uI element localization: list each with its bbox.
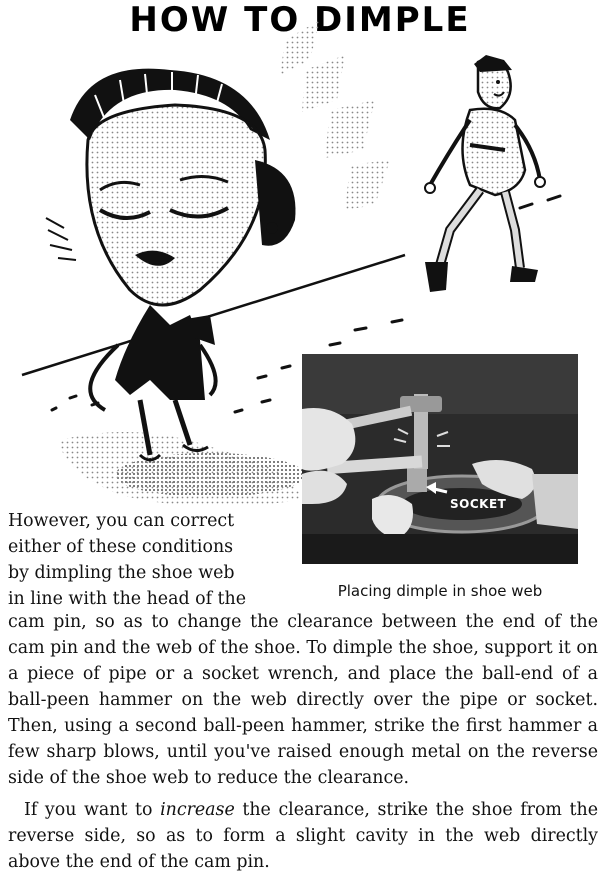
- body-paragraphs: [8, 609, 598, 875]
- walking-man-figure: [425, 55, 545, 292]
- paragraph-1-continued: cam pin, so as to change the clearance between the end of the cam pin and the web of the shoe. To dimple the shoe, support it on a piece of pipe or a socket wrench, and place the ball-end of a ball-peen hammer on the web directly over the pipe or socket. Then, using a second ball-peen hammer, strike the first hammer a few sharp blows, until you've raised enough metal on the reverse side of the shoe web to reduce the clearance.: [8, 612, 598, 788]
- paragraph-2: [8, 797, 598, 875]
- woman-figure: [46, 69, 296, 460]
- paragraph-2-start: If you want to: [24, 800, 161, 820]
- text-line: in line with the head of the: [8, 589, 247, 609]
- text-line: by dimpling the shoe web: [8, 563, 235, 583]
- photo-scene: [302, 354, 578, 564]
- paragraph-2-end: the clearance, strike the shoe from the reverse side, so as to form a slight cavity in the web directly above the end of the cam pin.: [8, 800, 598, 872]
- speed-streaks: [280, 20, 390, 210]
- shoe-web-photo: [302, 354, 578, 564]
- emphasis-increase: increase: [160, 800, 235, 820]
- text-line: However, you can correct: [8, 511, 235, 531]
- page-title: HOW TO DIMPLE: [129, 0, 471, 40]
- socket-label: SOCKET: [450, 497, 507, 511]
- photo-caption: Placing dimple in shoe web: [337, 582, 543, 600]
- text-line: either of these conditions: [8, 537, 234, 557]
